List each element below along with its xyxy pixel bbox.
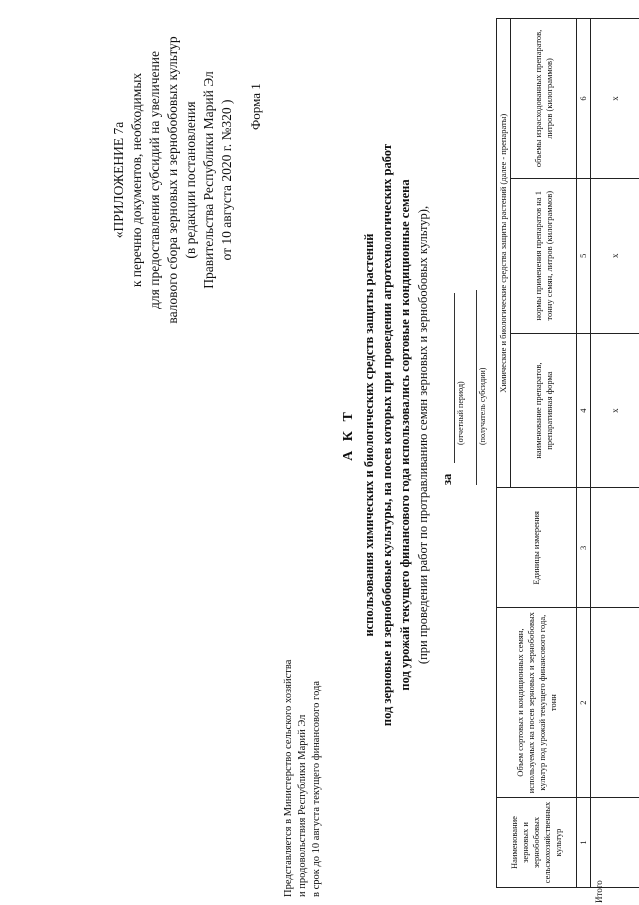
- table-cell-x: х: [591, 178, 639, 333]
- form-number: Форма 1: [248, 83, 263, 130]
- total-label: Итого: [594, 880, 604, 903]
- header-line: (в редакции постановления: [183, 101, 198, 259]
- header-line: «ПРИЛОЖЕНИЕ 7а: [111, 121, 126, 239]
- act-title: [340, 95, 432, 775]
- col-header-units: Единицы измерения: [497, 488, 577, 608]
- col-number: 6: [577, 19, 591, 179]
- recipient-line: [476, 290, 477, 485]
- note-line: Представляется в Министерство сельского хозяйства: [283, 659, 294, 897]
- col-number: 2: [577, 608, 591, 798]
- header-line: валового сбора зерновых и зернобобовых культур: [165, 36, 180, 324]
- table-cell-x: х: [591, 333, 639, 488]
- col-number: 4: [577, 333, 591, 488]
- table-cell-x: х: [591, 19, 639, 179]
- table-cell-empty: [591, 798, 639, 888]
- col-header-preparation-name: наименование препаратов, препаративная форма: [511, 333, 577, 488]
- col-number: 1: [577, 798, 591, 888]
- submission-note: [282, 517, 324, 897]
- col-header-application-rate: нормы применения препаратов на 1 тонну семян, литров (килограммов): [511, 178, 577, 333]
- title-line: под урожай текущего финансового года использовались сортовые и кондиционные семена: [398, 179, 412, 691]
- table-cell-empty: [591, 608, 639, 798]
- period-caption: (отчетный период): [456, 381, 465, 445]
- col-header-seed-volume: Объем сортовых и кондиционных семян, используемых на посев зерновых и зернобобовых культур под урожай текущего финансового года, тонн: [497, 608, 577, 798]
- period-line: [454, 293, 455, 463]
- title-subline: (при проведении работ по протравливанию семян зерновых и зернобобовых культур),: [416, 205, 430, 665]
- header-line: Правительства Республики Марий Эл: [201, 71, 216, 289]
- data-table: [496, 18, 639, 888]
- header-line: к перечню документов, необходимых: [129, 72, 144, 288]
- za-label: за: [440, 473, 454, 485]
- appendix-header: [110, 10, 236, 350]
- note-line: в срок до 10 августа текущего финансового года: [311, 680, 322, 897]
- note-line: и продовольствия Республики Марий Эл: [297, 714, 308, 897]
- title-line: использования химических и биологических средств защиты растений: [362, 233, 376, 637]
- table-cell-empty: [591, 488, 639, 608]
- col-header-group-preparations: Химические и биологические средства защиты растений (далее - препараты): [497, 19, 511, 488]
- header-line: от 10 августа 2020 г. №320 ): [219, 99, 234, 261]
- recipient-caption: (получатель субсидии): [478, 367, 487, 445]
- col-number: 3: [577, 488, 591, 608]
- col-header-crop: Наименование зерновых и зернобобовых сельскохозяйственных культур: [497, 798, 577, 888]
- col-header-used-volume: объемы израсходованных препаратов, литров (килограммов): [511, 19, 577, 179]
- col-number: 5: [577, 178, 591, 333]
- title-line: под зерновые и зернобобовые культуры, на посев которых при проведении агротехнологических работ: [380, 143, 394, 727]
- act-heading: А К Т: [341, 409, 356, 461]
- header-line: для предоставления субсидий на увеличение: [147, 51, 162, 309]
